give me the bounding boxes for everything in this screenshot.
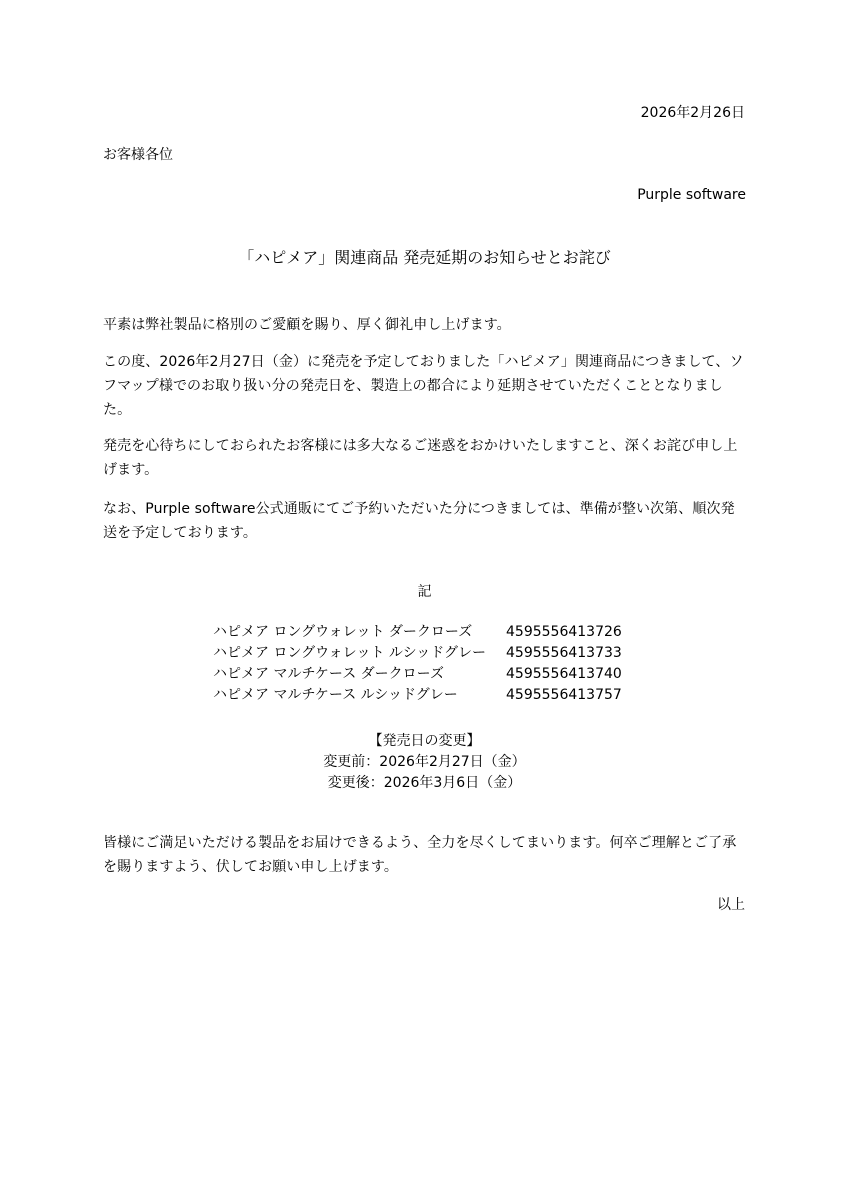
product-row <box>213 685 622 706</box>
closing-end-mark: 以上 <box>717 897 745 913</box>
greeting-paragraph: 平素は弊社製品に格別のご愛顧を賜り、厚く御礼申し上げます。 <box>103 317 511 333</box>
product-row <box>213 643 622 664</box>
release-change-heading: 【発売日の変更】 <box>368 733 481 749</box>
product-jan-code: 4595556413726 <box>506 624 622 640</box>
product-row <box>213 622 622 643</box>
notes-heading: 記 <box>417 584 432 600</box>
document-title: 「ハピメア」関連商品 発売延期のお知らせとお詫び <box>238 248 611 267</box>
product-jan-code: 4595556413733 <box>506 645 622 661</box>
sender-company: Purple software <box>637 187 746 203</box>
document-date: 2026年2月26日 <box>640 105 745 121</box>
apology-paragraph: 発売を心待ちにしておられたお客様には多大なるご迷惑をおかけいたしますこと、深くお詫び申し上げます。 <box>103 438 738 478</box>
product-row <box>213 664 622 685</box>
recipient: お客様各位 <box>103 147 173 163</box>
product-name: ハピメア マルチケース ダークローズ <box>213 666 444 682</box>
product-name: ハピメア ロングウォレット ルシッドグレー <box>213 645 487 661</box>
product-name: ハピメア マルチケース ルシッドグレー <box>213 687 458 703</box>
product-jan-code: 4595556413757 <box>506 687 622 703</box>
product-jan-code: 4595556413740 <box>506 666 622 682</box>
product-list <box>213 622 622 706</box>
delay-announcement-paragraph: この度、2026年2月27日（金）に発売を予定しておりました「ハピメア」関連商品につきまして、ソフマップ様でのお取り扱い分の発売日を、製造上の都合により延期させていただくこととなりました。 <box>103 354 744 418</box>
release-date-after: 変更後：2026年3月6日（金） <box>327 775 522 791</box>
shipping-note-paragraph: なお、Purple software公式通販にてご予約いただいた分につきましては、準備が整い次第、順次発送を予定しております。 <box>103 501 735 541</box>
product-name: ハピメア ロングウォレット ダークローズ <box>213 624 473 640</box>
release-date-before: 変更前：2026年2月27日（金） <box>323 754 526 770</box>
closing-paragraph: 皆様にご満足いただける製品をお届けできるよう、全力を尽くしてまいります。何卒ご理解とご了承を賜りますよう、伏してお願い申し上げます。 <box>103 835 737 875</box>
